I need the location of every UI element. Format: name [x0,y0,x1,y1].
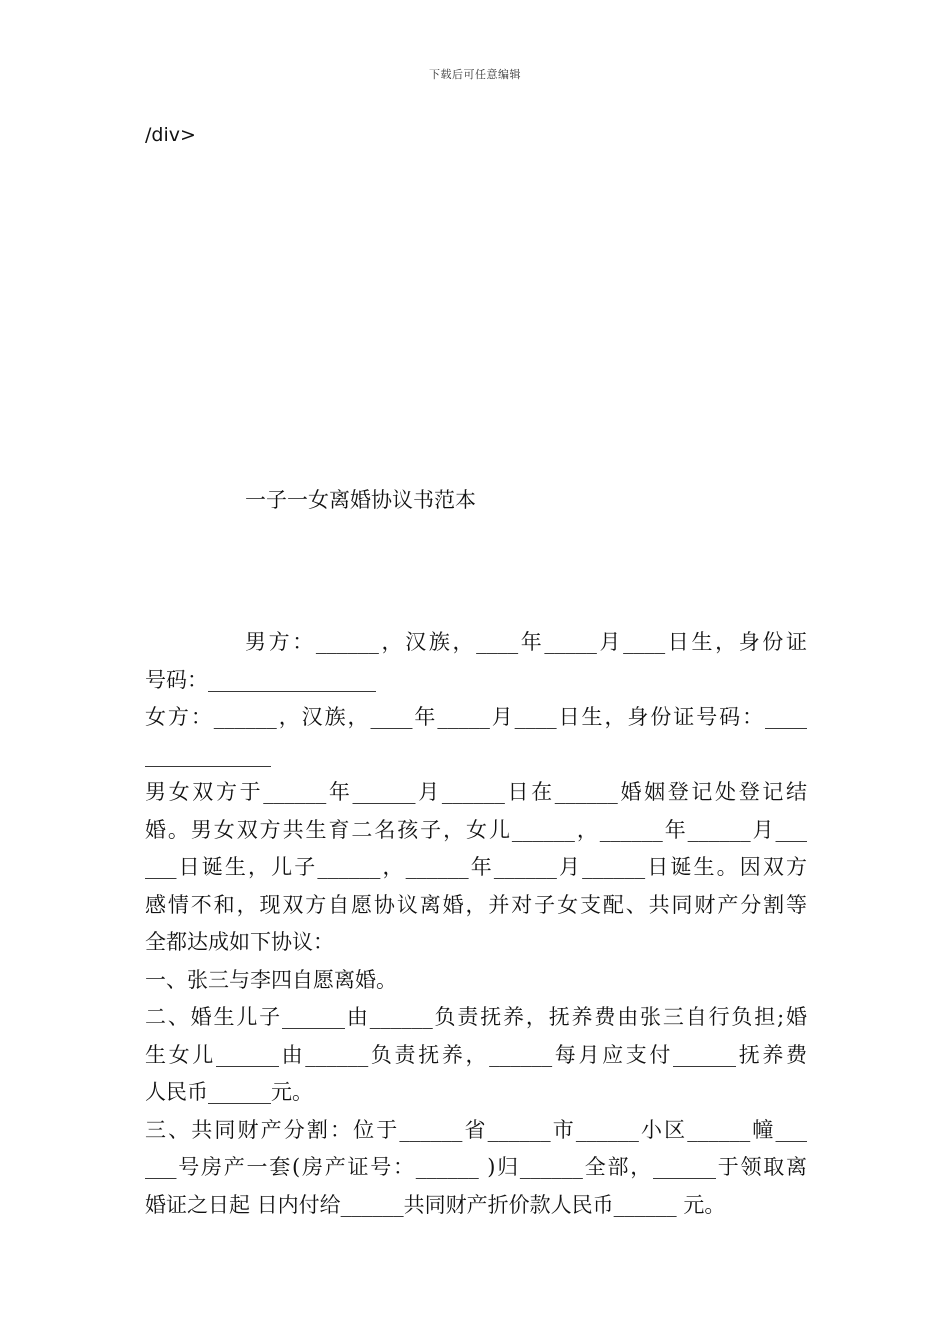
clause-3-line-2: ___号房产一套(房产证号：______ )归______全部，______于领取离 [145,1155,807,1179]
stray-html-tag-text: /div> [145,124,196,146]
body-line-children-daughter: 婚。男女双方共生育二名孩子，女儿______，______年______月___ [145,817,807,842]
clause-1: 一、张三与李四自愿离婚。 [145,967,397,992]
body-line-male-id: 号码：________________ [145,667,376,692]
clause-2-line-2: 生女儿______由______负责抚养，______每月应支付______抚养费 [145,1042,807,1067]
body-line-reason: 感情不和，现双方自愿协议离婚，并对子女支配、共同财产分割等 [145,892,807,917]
document-body [145,624,807,1224]
body-line-marriage-registration: 男女双方于______年______月______日在______婚姻登记处登记结 [145,780,807,804]
body-line-agreement-intro: 全都达成如下协议： [145,930,334,954]
body-line-female-party: 女方：______，汉族，____年_____月____日生，身份证号码：____ [145,705,807,729]
clause-2-line-3: 人民币______元。 [145,1080,313,1104]
clause-3-line-3: 婚证之日起 日内付给______共同财产折价款人民币______ 元。 [145,1192,726,1217]
clause-2-line-1: 二、婚生儿子______由______负责抚养，抚养费由张三自行负担;婚 [145,1005,807,1029]
page-header-note: 下载后可任意编辑 [429,68,521,81]
document-title: 一子一女离婚协议书范本 [245,488,476,512]
clause-3-line-1: 三、共同财产分割：位于______省______市______小区______幢___ [145,1117,807,1142]
body-line-male-party: 男方：______，汉族，____年_____月____日生，身份证 [245,630,807,654]
body-line-female-id: ____________ [145,742,271,767]
body-line-children-son: ___日诞生，儿子______，______年______月______日诞生。因双方 [145,855,807,879]
